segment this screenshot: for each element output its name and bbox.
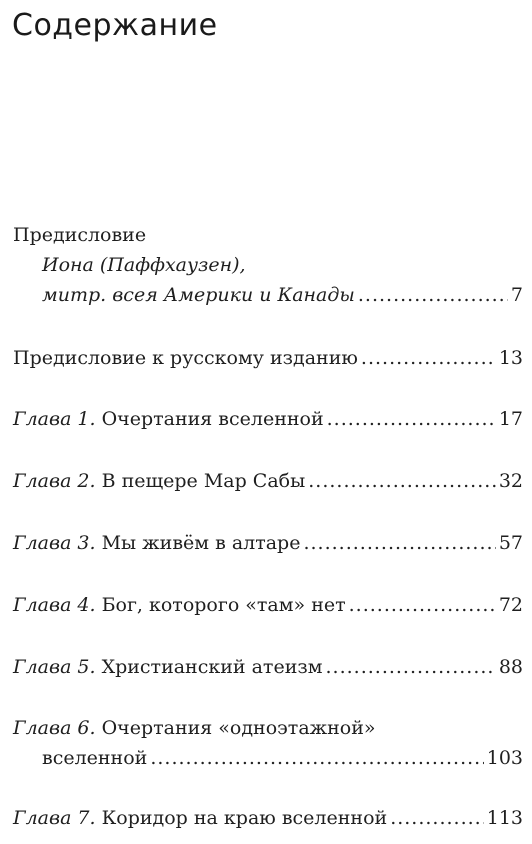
toc-entry-label: Очертания «одноэтажной» xyxy=(101,717,376,739)
toc-chapter-number: Глава 5. xyxy=(13,656,96,678)
toc-entry-chapter-7[interactable] xyxy=(13,803,523,833)
toc-entry-author: митр. всея Америки и Канады xyxy=(42,284,355,306)
toc-page-number: 32 xyxy=(498,470,523,492)
toc-chapter-number: Глава 7. xyxy=(13,807,96,829)
dot-leader xyxy=(303,528,495,558)
dot-leader xyxy=(327,404,496,434)
dot-leader xyxy=(308,466,496,496)
toc-entry-chapter-1[interactable] xyxy=(13,404,523,434)
toc-entry-label: Бог, которого «там» нет xyxy=(101,594,346,616)
toc-entry-label: Христианский атеизм xyxy=(101,656,323,678)
toc-entry-chapter-2[interactable] xyxy=(13,466,523,496)
dot-leader xyxy=(361,343,496,373)
toc-entry-chapter-5[interactable] xyxy=(13,652,523,682)
toc-chapter-number: Глава 2. xyxy=(13,470,96,492)
toc-entry-chapter-4[interactable] xyxy=(13,590,523,620)
toc-chapter-number: Глава 3. xyxy=(13,532,96,554)
toc-entry-label: Предисловие к русскому изданию xyxy=(13,347,358,369)
dot-leader xyxy=(326,652,496,682)
toc-chapter-number: Глава 6. xyxy=(13,717,96,739)
dot-leader xyxy=(390,803,484,833)
toc-entry-label: Мы живём в алтаре xyxy=(101,532,301,554)
toc-page-number: 113 xyxy=(486,807,523,829)
toc-entry-author: Иона (Паффхаузен), xyxy=(42,254,246,276)
toc-entry-russian-preface[interactable] xyxy=(13,343,523,373)
toc-page-number: 7 xyxy=(510,284,523,306)
toc-entry-label: В пещере Мар Сабы xyxy=(101,470,306,492)
page-title: Содержание xyxy=(12,8,218,43)
toc-page-number: 103 xyxy=(486,747,523,769)
toc-entry-chapter-6[interactable] xyxy=(13,713,523,773)
toc-page-number: 13 xyxy=(498,347,523,369)
toc-page-number: 17 xyxy=(498,408,523,430)
dot-leader xyxy=(349,590,496,620)
toc-entry-label: Предисловие xyxy=(13,224,147,246)
toc-page-number: 57 xyxy=(498,532,523,554)
dot-leader xyxy=(150,743,483,773)
toc-entry-chapter-3[interactable] xyxy=(13,528,523,558)
toc-chapter-number: Глава 1. xyxy=(13,408,96,430)
toc-entry-label: Очертания вселенной xyxy=(101,408,324,430)
dot-leader xyxy=(358,280,508,310)
toc-page-number: 72 xyxy=(498,594,523,616)
toc-entry-label: вселенной xyxy=(42,747,148,769)
toc-entry-label: Коридор на краю вселенной xyxy=(101,807,388,829)
toc-chapter-number: Глава 4. xyxy=(13,594,96,616)
toc-page-number: 88 xyxy=(498,656,523,678)
toc-entry-preface[interactable] xyxy=(13,220,523,310)
